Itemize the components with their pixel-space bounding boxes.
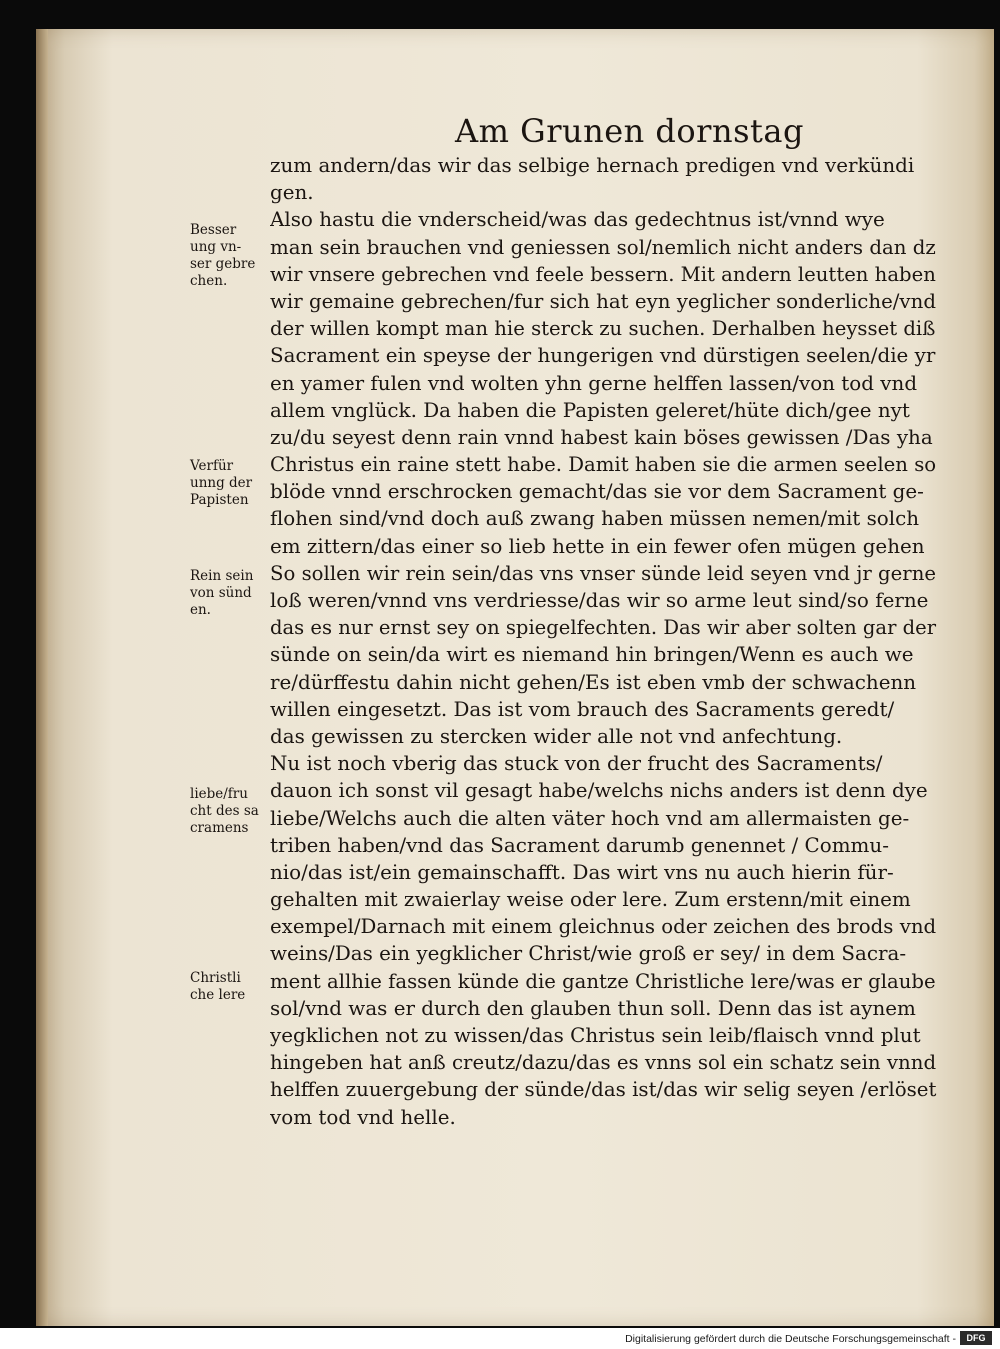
body-line: loß weren/vnnd vns verdriesse/das wir so arme leut sind/so ferne xyxy=(270,588,929,612)
margin-note-line: unng der xyxy=(190,475,253,491)
margin-note-line: Christli xyxy=(190,970,241,986)
body-line: zum andern/das wir das selbige hernach predigen vnd verkündi xyxy=(270,153,915,177)
page-binding-edge xyxy=(36,29,48,1326)
margin-note-line: Papisten xyxy=(190,492,249,508)
margin-note-line: ung vn- xyxy=(190,239,242,255)
margin-note-line: chen. xyxy=(190,273,228,289)
margin-note-besserung xyxy=(190,222,268,290)
margin-note-line: che lere xyxy=(190,987,246,1003)
margin-note-line: cramens xyxy=(190,820,249,836)
body-line: exempel/Darnach mit einem gleichnus oder zeichen des brods vnd xyxy=(270,914,937,939)
body-line: Nu ist noch vberig das stuck von der frucht des Sacraments/ xyxy=(270,751,883,776)
body-line: willen eingesetzt. Das ist vom brauch des Sacraments geredt/ xyxy=(270,696,895,721)
margin-note-line: Verfür xyxy=(190,458,234,474)
body-line: liebe/Welchs auch die alten väter hoch vnd am allermaisten ge- xyxy=(270,805,910,830)
margin-note-line: cht des sa xyxy=(190,803,259,819)
margin-note-christliche-lere xyxy=(190,970,268,1004)
body-line: em zittern/das einer so lieb hette in ein fewer ofen mügen gehen xyxy=(270,533,925,558)
body-line: man sein brauchen vnd geniessen sol/nemlich nicht anders dan dz xyxy=(270,234,936,259)
body-line: helffen zuuergebung der sünde/das ist/das wir selig seyen /erlöset xyxy=(270,1077,937,1102)
body-line: dauon ich sonst vil gesagt habe/welchs nichs anders ist denn dye xyxy=(270,778,928,803)
dfg-logo-icon: DFG xyxy=(960,1331,992,1345)
body-line: Sacrament ein speyse der hungerigen vnd dürstigen seelen/die yr xyxy=(270,343,936,368)
margin-note-line: Rein sein xyxy=(190,568,254,584)
body-line: sünde on sein/da wirt es niemand hin bringen/Wenn es auch we xyxy=(270,642,914,667)
body-line: vom tod vnd helle. xyxy=(270,1104,456,1129)
body-line: ment allhie fassen künde die gantze Christliche lere/was er glaube xyxy=(270,968,936,993)
margin-note-line: liebe/fru xyxy=(190,786,248,802)
body-line: en yamer fulen vnd wolten yhn gerne helffen lassen/von tod vnd xyxy=(270,370,918,395)
body-line: Also hastu die vnderscheid/was das gedechtnus ist/vnnd wye xyxy=(270,207,885,232)
body-line: So sollen wir rein sein/das vns vnser sünde leid seyen vnd jr gerne xyxy=(270,560,937,585)
body-line: allem vnglück. Da haben die Papisten geleret/hüte dich/gee nyt xyxy=(270,397,910,422)
margin-note-line: Besser xyxy=(190,222,237,238)
body-text-block xyxy=(270,152,940,1131)
body-line: zu/du seyest denn rain vnnd habest kain böses gewissen /Das yha xyxy=(270,424,933,449)
body-line: blöde vnnd erschrocken gemacht/das sie vor dem Sacrament ge- xyxy=(270,479,924,504)
body-line: flohen sind/vnd doch auß zwang haben müssen nemen/mit solch xyxy=(270,506,920,531)
body-line: das gewissen zu stercken wider alle not vnd anfechtung. xyxy=(270,723,843,748)
body-line: wir gemaine gebrechen/fur sich hat eyn yeglicher sonderliche/vnd xyxy=(270,288,936,313)
body-line: re/dürffestu dahin nicht gehen/Es ist eben vmb der schwachenn xyxy=(270,669,917,694)
margin-note-rein-sein xyxy=(190,568,268,619)
margin-note-line: en. xyxy=(190,602,211,618)
margin-note-verfuerung xyxy=(190,458,268,509)
running-head-title: Am Grunen dornstag xyxy=(455,112,804,150)
body-line: das es nur ernst sey on spiegelfechten. Das wir aber solten gar der xyxy=(270,615,937,640)
margin-note-line: ser gebre xyxy=(190,256,256,272)
body-line: sol/vnd was er durch den glauben thun soll. Denn das ist aynem xyxy=(270,995,916,1020)
margin-note-liebe xyxy=(190,786,268,837)
funding-credit: Digitalisierung gefördert durch die Deutsche Forschungsgemeinschaft - xyxy=(625,1333,956,1345)
margin-note-line: von sünd xyxy=(190,585,252,601)
body-line: gen. xyxy=(270,180,314,205)
body-line: gehalten mit zwaierlay weise oder lere. Zum erstenn/mit einem xyxy=(270,887,911,912)
body-line: hingeben hat anß creutz/dazu/das es vnns sol ein schatz sein vnnd xyxy=(270,1050,937,1075)
body-line: yegklichen not zu wissen/das Christus sein leib/flaisch vnnd plut xyxy=(270,1023,921,1047)
body-line: der willen kompt man hie sterck zu suchen. Derhalben heysset diß xyxy=(270,316,936,341)
body-line: Christus ein raine stett habe. Damit haben sie die armen seelen so xyxy=(270,452,937,477)
body-line: wir vnsere gebrechen vnd feele bessern. Mit andern leutten haben xyxy=(270,261,936,286)
body-line: triben haben/vnd das Sacrament darumb genennet / Commu- xyxy=(270,832,889,857)
body-line: weins/Das ein yegklicher Christ/wie groß er sey/ in dem Sacra- xyxy=(270,941,907,966)
body-line: nio/das ist/ein gemainschafft. Das wirt vns nu auch hierin für- xyxy=(270,859,894,884)
